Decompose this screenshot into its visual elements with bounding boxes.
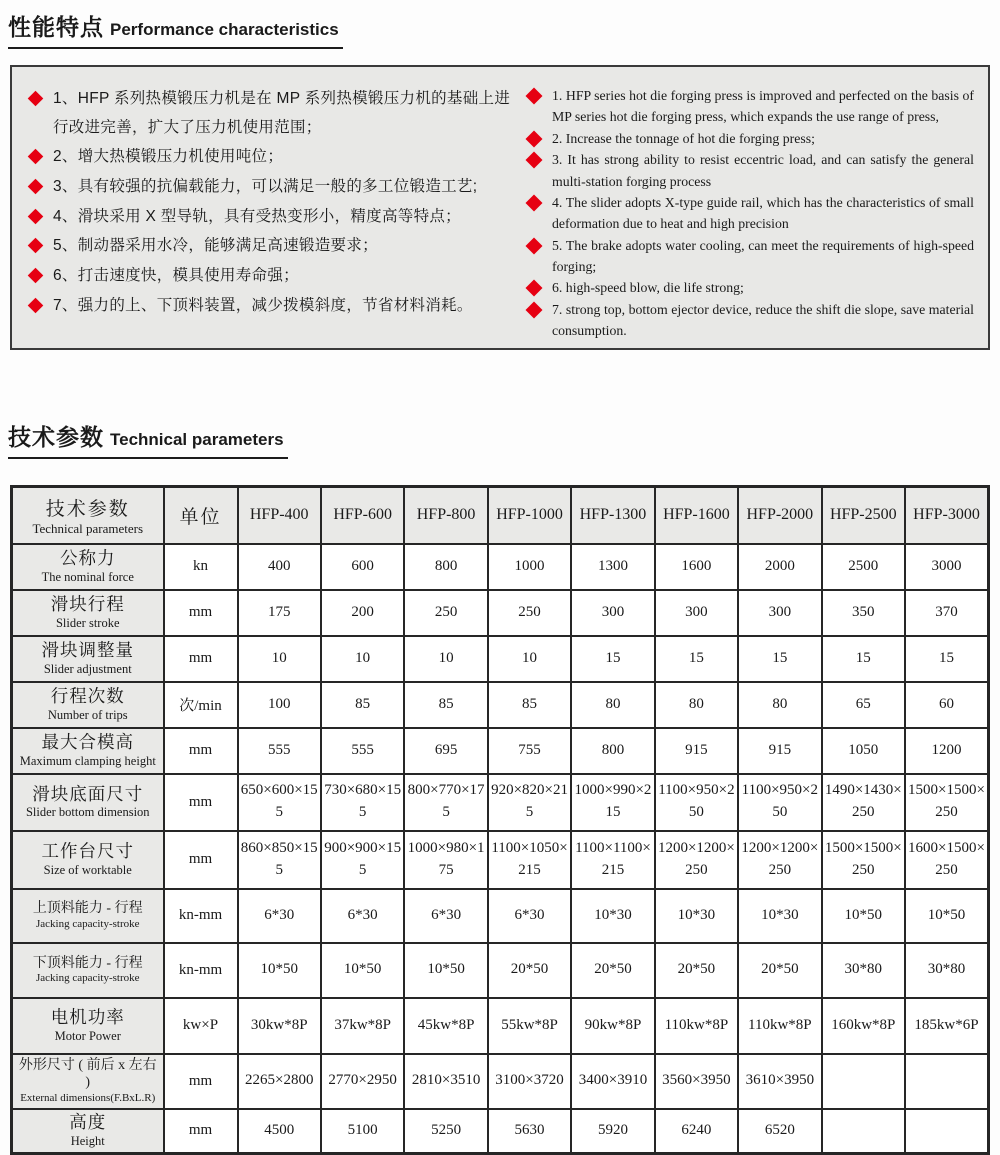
value-cell: 15 [905, 636, 989, 682]
header-model-cell: HFP-400 [238, 487, 321, 544]
bullet-text: 4、滑块采用 X 型导轨，具有受热变形小，精度高等特点； [53, 207, 461, 225]
table-row [12, 590, 989, 636]
diamond-icon [28, 208, 44, 224]
row-label-zh: 最大合模高 [41, 732, 134, 753]
bullet-item [28, 173, 520, 202]
value-cell: 600 [321, 544, 404, 590]
value-cell: 10*50 [238, 943, 321, 998]
unit-cell: kn [164, 544, 238, 590]
header-unit-cell: 单位 [164, 487, 238, 544]
header-model-cell: HFP-2500 [822, 487, 905, 544]
bullet-item [28, 262, 520, 291]
row-label-en: Jacking capacity-stroke [35, 917, 140, 930]
value-cell: 80 [655, 682, 738, 728]
value-cell: 555 [321, 728, 404, 774]
value-cell: 10*30 [571, 889, 654, 943]
value-cell: 1100×950×250 [738, 774, 821, 831]
value-cell: 4500 [238, 1109, 321, 1154]
row-label-zh: 高度 [69, 1112, 107, 1133]
unit-cell: 次/min [164, 682, 238, 728]
row-label-cell [12, 943, 164, 998]
table-row [12, 682, 989, 728]
value-cell: 5920 [571, 1109, 654, 1154]
value-cell: 1300 [571, 544, 654, 590]
value-cell: 10 [488, 636, 571, 682]
bullet-item [526, 235, 974, 278]
value-cell: 10*30 [655, 889, 738, 943]
value-cell: 695 [404, 728, 487, 774]
row-label-en: Slider bottom dimension [25, 805, 150, 820]
bullet-item [526, 277, 974, 298]
value-cell: 3000 [905, 544, 989, 590]
bullet-list-chinese [28, 85, 520, 338]
value-cell: 15 [822, 636, 905, 682]
bullet-text: 2. Increase the tonnage of hot die forging press; [552, 130, 815, 146]
value-cell: 20*50 [655, 943, 738, 998]
value-cell: 10*50 [905, 889, 989, 943]
value-cell: 6*30 [488, 889, 571, 943]
table-row [12, 943, 989, 998]
header-model-cell: HFP-800 [404, 487, 487, 544]
value-cell: 2500 [822, 544, 905, 590]
value-cell: 800 [571, 728, 654, 774]
performance-panel [10, 65, 990, 350]
value-cell: 555 [238, 728, 321, 774]
value-cell: 10*30 [738, 889, 821, 943]
diamond-icon [526, 88, 543, 105]
value-cell: 1000×980×175 [404, 831, 487, 889]
value-cell: 900×900×155 [321, 831, 404, 889]
value-cell: 1000 [488, 544, 571, 590]
value-cell: 3400×3910 [571, 1054, 654, 1109]
bullet-text: 1、HFP 系列热模锻压力机是在 MP 系列热模锻压力机的基础上进行改进完善，扩大了压力机使用范围； [53, 90, 511, 136]
value-cell: 15 [571, 636, 654, 682]
row-label-zh: 公称力 [60, 548, 116, 569]
table-row [12, 831, 989, 889]
value-cell: 1200 [905, 728, 989, 774]
value-cell: 6520 [738, 1109, 821, 1154]
row-label-zh: 下顶料能力 - 行程 [32, 955, 143, 971]
value-cell: 800×770×175 [404, 774, 487, 831]
bullet-item [526, 299, 974, 342]
header-param-cell [12, 487, 164, 544]
value-cell: 5250 [404, 1109, 487, 1154]
value-cell: 1100×950×250 [655, 774, 738, 831]
header-model-cell: HFP-600 [321, 487, 404, 544]
bullet-text: 5. The brake adopts water cooling, can meet the requirements of high-speed forging; [552, 237, 974, 274]
value-cell: 65 [822, 682, 905, 728]
value-cell: 10*50 [404, 943, 487, 998]
value-cell: 1600×1500×250 [905, 831, 989, 889]
value-cell: 300 [655, 590, 738, 636]
value-cell: 300 [571, 590, 654, 636]
table-row [12, 774, 989, 831]
value-cell: 6*30 [404, 889, 487, 943]
row-label-en: External dimensions(F.BxL.R) [20, 1091, 156, 1104]
value-cell: 37kw*8P [321, 998, 404, 1054]
diamond-icon [28, 149, 44, 165]
value-cell: 730×680×155 [321, 774, 404, 831]
value-cell: 1000×990×215 [571, 774, 654, 831]
table-row [12, 636, 989, 682]
value-cell: 3560×3950 [655, 1054, 738, 1109]
value-cell: 915 [738, 728, 821, 774]
unit-cell: mm [164, 1109, 238, 1154]
value-cell: 650×600×155 [238, 774, 321, 831]
performance-title-zh: 性能特点 [8, 14, 104, 40]
header-model-cell: HFP-1300 [571, 487, 654, 544]
value-cell: 45kw*8P [404, 998, 487, 1054]
bullet-item [28, 232, 520, 261]
value-cell: 6*30 [238, 889, 321, 943]
bullet-text: 1. HFP series hot die forging press is improved and perfected on the basis of MP series hot die forging press, which expands the use range of press, [552, 88, 974, 125]
value-cell: 370 [905, 590, 989, 636]
unit-cell: kn-mm [164, 943, 238, 998]
value-cell: 3100×3720 [488, 1054, 571, 1109]
value-cell: 1500×1500×250 [905, 774, 989, 831]
value-cell: 20*50 [738, 943, 821, 998]
parameters-title-en: Technical parameters [110, 430, 284, 449]
value-cell: 250 [404, 590, 487, 636]
unit-cell: kn-mm [164, 889, 238, 943]
value-cell: 2000 [738, 544, 821, 590]
row-label-zh: 上顶料能力 - 行程 [32, 901, 143, 917]
diamond-icon [28, 297, 44, 313]
row-label-en: Maximum clamping height [19, 753, 156, 768]
unit-cell: kw×P [164, 998, 238, 1054]
value-cell: 20*50 [571, 943, 654, 998]
parameters-title-zh: 技术参数 [8, 424, 104, 450]
header-model-cell: HFP-1000 [488, 487, 571, 544]
row-label-en: Size of worktable [43, 862, 132, 877]
unit-cell: mm [164, 1054, 238, 1109]
table-row [12, 728, 989, 774]
value-cell: 250 [488, 590, 571, 636]
value-cell: 10 [321, 636, 404, 682]
value-cell: 920×820×215 [488, 774, 571, 831]
header-model-cell: HFP-2000 [738, 487, 821, 544]
value-cell: 1500×1500×250 [822, 831, 905, 889]
value-cell: 30*80 [822, 943, 905, 998]
row-label-en: Slider stroke [55, 615, 120, 630]
unit-cell: mm [164, 774, 238, 831]
bullet-item [28, 292, 520, 321]
value-cell: 10 [238, 636, 321, 682]
value-cell: 30kw*8P [238, 998, 321, 1054]
value-cell: 185kw*6P [905, 998, 989, 1054]
value-cell: 60 [905, 682, 989, 728]
value-cell: 85 [404, 682, 487, 728]
diamond-icon [28, 179, 44, 195]
diamond-icon [28, 268, 44, 284]
value-cell: 55kw*8P [488, 998, 571, 1054]
bullet-text: 6、打击速度快，模具使用寿命强； [53, 267, 299, 285]
header-model-cell: HFP-1600 [655, 487, 738, 544]
row-label-en: Motor Power [54, 1028, 121, 1043]
parameters-section-title [8, 416, 288, 459]
diamond-icon [526, 130, 543, 147]
value-cell: 160kw*8P [822, 998, 905, 1054]
value-cell: 755 [488, 728, 571, 774]
row-label-cell [12, 682, 164, 728]
value-cell: 15 [655, 636, 738, 682]
row-label-en: Jacking capacity-stroke [35, 972, 140, 985]
value-cell: 2265×2800 [238, 1054, 321, 1109]
value-cell: 1100×1100×215 [571, 831, 654, 889]
diamond-icon [526, 152, 543, 169]
value-cell: 5630 [488, 1109, 571, 1154]
bullet-item [526, 192, 974, 235]
row-label-en: Slider adjustment [43, 661, 132, 676]
table-row [12, 544, 989, 590]
row-label-zh: 电机功率 [50, 1007, 125, 1028]
bullet-text: 2、增大热模锻压力机使用吨位； [53, 148, 284, 166]
row-label-cell [12, 774, 164, 831]
row-label-en: Height [70, 1134, 105, 1149]
value-cell: 1100×1050×215 [488, 831, 571, 889]
header-model-cell: HFP-3000 [905, 487, 989, 544]
row-label-zh: 滑块调整量 [41, 640, 134, 661]
bullet-item [526, 85, 974, 128]
unit-cell: mm [164, 728, 238, 774]
value-cell: 30*80 [905, 943, 989, 998]
value-cell: 1490×1430×250 [822, 774, 905, 831]
row-label-zh: 滑块底面尺寸 [32, 783, 144, 804]
row-label-en: Number of trips [47, 707, 128, 722]
row-label-cell [12, 998, 164, 1054]
value-cell: 15 [738, 636, 821, 682]
diamond-icon [28, 238, 44, 254]
value-cell: 300 [738, 590, 821, 636]
value-cell: 2770×2950 [321, 1054, 404, 1109]
value-cell: 100 [238, 682, 321, 728]
bullet-text: 7、强力的上、下顶料装置，减少拨模斜度，节省材料消耗。 [53, 296, 473, 314]
bullet-item [526, 128, 974, 149]
performance-section-title [8, 6, 343, 49]
bullet-text: 3. It has strong ability to resist eccentric load, and can satisfy the general multi-station forging process [552, 152, 974, 189]
bullet-text: 4. The slider adopts X-type guide rail, which has the characteristics of small deformation due to heat and high precision [552, 194, 974, 232]
value-cell: 915 [655, 728, 738, 774]
value-cell: 85 [488, 682, 571, 728]
bullet-text: 7. strong top, bottom ejector device, reduce the shift die slope, save material consumption. [552, 301, 974, 339]
value-cell: 6*30 [321, 889, 404, 943]
diamond-icon [526, 301, 543, 318]
value-cell: 400 [238, 544, 321, 590]
value-cell: 10*50 [822, 889, 905, 943]
value-cell: 80 [738, 682, 821, 728]
diamond-icon [28, 91, 44, 107]
bullet-item [28, 85, 520, 142]
performance-title-en: Performance characteristics [110, 20, 339, 39]
technical-parameters-table [10, 485, 990, 1155]
bullet-item [526, 149, 974, 192]
unit-cell: mm [164, 636, 238, 682]
header-param-zh: 技术参数 [45, 498, 130, 520]
row-label-cell [12, 1109, 164, 1154]
bullet-text: 3、具有较强的抗偏载能力，可以满足一般的多工位锻造工艺; [53, 178, 478, 196]
value-cell: 10 [404, 636, 487, 682]
value-cell: 860×850×155 [238, 831, 321, 889]
bullet-item [28, 143, 520, 172]
row-label-cell [12, 1054, 164, 1109]
value-cell [822, 1054, 905, 1109]
value-cell: 2810×3510 [404, 1054, 487, 1109]
value-cell: 1200×1200×250 [655, 831, 738, 889]
row-label-cell [12, 728, 164, 774]
value-cell: 80 [571, 682, 654, 728]
table-row [12, 1054, 989, 1109]
value-cell: 110kw*8P [655, 998, 738, 1054]
value-cell [905, 1054, 989, 1109]
diamond-icon [526, 237, 543, 254]
table-row [12, 1109, 989, 1154]
diamond-icon [526, 194, 543, 211]
value-cell: 20*50 [488, 943, 571, 998]
value-cell: 200 [321, 590, 404, 636]
value-cell: 350 [822, 590, 905, 636]
value-cell: 85 [321, 682, 404, 728]
value-cell: 10*50 [321, 943, 404, 998]
value-cell [905, 1109, 989, 1154]
value-cell: 800 [404, 544, 487, 590]
value-cell: 6240 [655, 1109, 738, 1154]
row-label-cell [12, 636, 164, 682]
bullet-list-english [520, 85, 974, 338]
bullet-item [28, 203, 520, 232]
value-cell: 3610×3950 [738, 1054, 821, 1109]
row-label-zh: 外形尺寸 ( 前后 x 左右 ) [18, 1057, 157, 1091]
header-param-en: Technical parameters [32, 520, 144, 536]
value-cell: 175 [238, 590, 321, 636]
unit-cell: mm [164, 831, 238, 889]
table-header-row [12, 487, 989, 544]
value-cell: 1050 [822, 728, 905, 774]
value-cell: 110kw*8P [738, 998, 821, 1054]
bullet-text: 5、制动器采用水冷，能够满足高速锻造要求； [53, 237, 378, 255]
unit-cell: mm [164, 590, 238, 636]
row-label-zh: 行程次数 [50, 686, 125, 707]
row-label-en: The nominal force [41, 569, 134, 584]
value-cell: 1200×1200×250 [738, 831, 821, 889]
row-label-cell [12, 889, 164, 943]
bullet-text: 6. high-speed blow, die life strong; [552, 280, 744, 296]
value-cell [822, 1109, 905, 1154]
diamond-icon [526, 280, 543, 297]
value-cell: 1600 [655, 544, 738, 590]
value-cell: 5100 [321, 1109, 404, 1154]
row-label-cell [12, 831, 164, 889]
row-label-cell [12, 590, 164, 636]
table-row [12, 998, 989, 1054]
row-label-zh: 滑块行程 [50, 594, 125, 615]
table-row [12, 889, 989, 943]
row-label-zh: 工作台尺寸 [41, 841, 134, 862]
value-cell: 90kw*8P [571, 998, 654, 1054]
row-label-cell [12, 544, 164, 590]
